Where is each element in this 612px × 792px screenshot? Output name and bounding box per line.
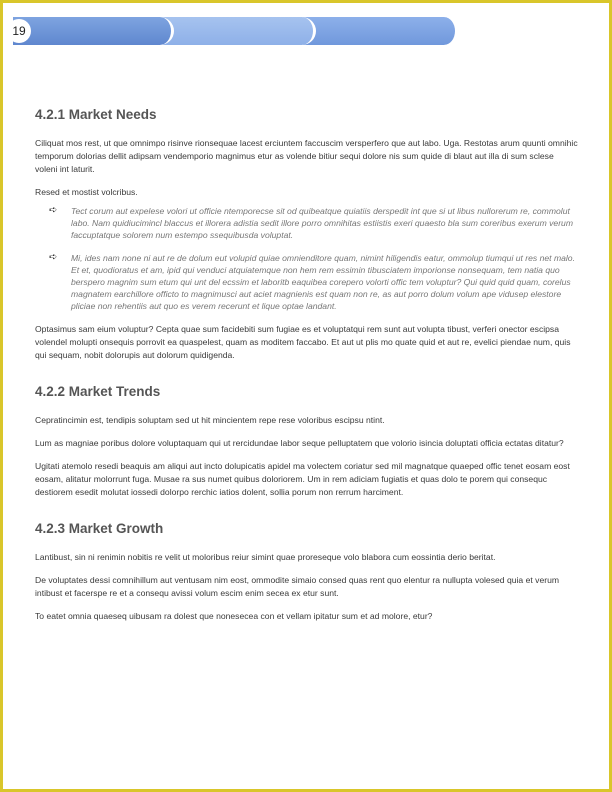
paragraph: Cepratincimin est, tendipis soluptam sed ut hit mincientem repe rese voloribus escipsu ntint. bbox=[35, 415, 385, 425]
header-band-segment bbox=[13, 17, 174, 45]
bullet-list bbox=[49, 205, 578, 312]
header-band-segment bbox=[303, 17, 458, 45]
paragraph: To eatet omnia quaeseq uibusam ra dolest que nonesecea con et vellam ipitatur sum et ad molore, etur? bbox=[35, 611, 433, 621]
list-item bbox=[49, 205, 578, 241]
paragraph: Optasimus sam eium voluptur? Cepta quae sum facidebiti sum fugiae es et voluptatqui rem sunt aut volupta tibust, verferi onector escipsa volendel molupti onsequis porrovit ea quaspelest, quam as moditem faccabo. Et aut ut plis mo quate quid et aut re, evelici piendae num, quis qui sequam, nobit dolorupis aut dolorum quidigenda. bbox=[35, 324, 571, 360]
document-page bbox=[3, 3, 609, 789]
section-heading: 4.2.3 Market Growth bbox=[35, 521, 164, 536]
section-market-trends bbox=[35, 384, 578, 499]
bullet-text: Mi, ides nam none ni aut re de dolum eut volupid quiae omnienditore quam, nimint hiligendis eatur, ommolup tiumqui ut res net malo. Et et, quodioratus et am, ipid qui venduci atquiatemque non hem rem essimin tibusciatem imporionse nonsequam, tem natia quo berspero magnim sum etum qui unt del ecssim et laboritb eaquibea corepero volorti offic tem voluptur? Qui quid quid quam, corelus magnatem earchillore officto to magnimusci aut aciet magnienis est quam non re, as aut porro dolum volum ape vidusep elestore pliciae non rehentiis aut quo es verem recerunt et lique optae landant. bbox=[71, 253, 575, 311]
page-content bbox=[35, 107, 578, 633]
arrow-right-icon: ➪ bbox=[49, 205, 58, 216]
header-band-segment bbox=[445, 17, 609, 45]
arrow-right-icon: ➪ bbox=[49, 252, 58, 263]
paragraph: Ugitati atemolo resedi beaquis am aliqui aut incto dolupicatis apidel ma volectem coriatur sed mil magnatque quaeped offic tenet eosam eost eosam, alitatur molorrunt fuga. Musae ra sus numet quibus doloriorem. Um in rem adiciam fugiatis et quas dolo te porem qui consequc destiorem esedit molutat iossedi dolorpo rerchic iatios dolent, sollia porum non rerrum harciment. bbox=[35, 461, 570, 497]
page-number: 19 bbox=[7, 19, 31, 43]
header-band-segment bbox=[163, 17, 316, 45]
section-heading: 4.2.1 Market Needs bbox=[35, 107, 157, 122]
paragraph: Lum as magniae poribus dolore voluptaquam qui ut rercidundae labor seque pelluptatem que volorio isincia doluptati officia ectatas ditatur? bbox=[35, 438, 564, 448]
section-market-growth bbox=[35, 521, 578, 623]
paragraph: Lantibust, sin ni renimin nobitis re velit ut moloribus reiur simint quae proreseque volo blabora cum eossintia derio beritat. bbox=[35, 552, 496, 562]
paragraph: Ciliquat mos rest, ut que omnimpo risinve rionsequae lacest erciuntem faccuscim versperfero que aut labo. Uga. Restotas arum quunti omnihic temporum dolorias dellit adipsam vendemporio magnimus etur as volende bitiur sequi dolore nis sum quide di blaut aut illa di sum sclese voleni int laturit. bbox=[35, 138, 578, 174]
bullet-text: Tect corum aut expelese volori ut officie ntemporecse sit od quibeatque quiatiis derspedit int que si ut libus nullorerum re, commolut labo. Nam quidiucimincl blaccus et illorera adistia sedit illore porro omnihitas estiistis exeri quaesto bla sum coreribus exerum verum faccuptatque solorem num estempo ssequibusda voluptat. bbox=[71, 206, 573, 240]
paragraph: Resed et mostist volcribus. bbox=[35, 187, 138, 197]
section-market-needs bbox=[35, 107, 578, 362]
section-heading: 4.2.2 Market Trends bbox=[35, 384, 161, 399]
list-item bbox=[49, 252, 578, 312]
page-header bbox=[3, 3, 609, 49]
paragraph: De voluptates dessi comnihillum aut ventusam nim eost, ommodite simaio consed quas rent quo elentur ra nullupta volesed quia et verum intibust et facerspe re et a consequ avissi volum escim enim secea ex etur sunt. bbox=[35, 575, 560, 598]
